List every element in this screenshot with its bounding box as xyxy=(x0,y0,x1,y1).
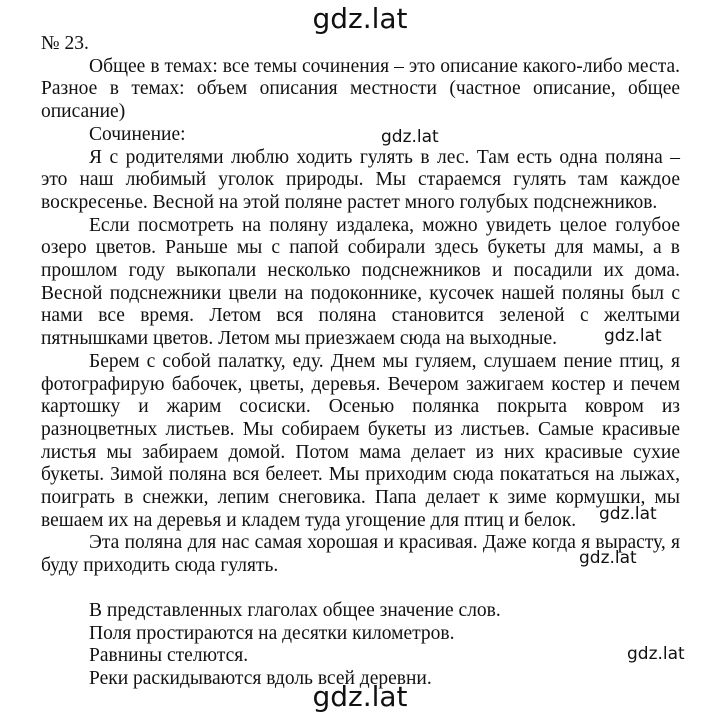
essay-paragraph-1: Я с родителями люблю ходить гулять в лес. Там есть одна поляна – это наш любимый уголок природы. Мы стараемся гулять там каждое воскресенье. Весной на этой поляне растет много голубых подснежников. xyxy=(41,146,680,213)
watermark-bottom: gdz.lat xyxy=(312,680,408,713)
paragraph-common: Общее в темах: все темы сочинения – это описание какого-либо места. Разное в темах: объем описания местности (частное описание, общее описание) xyxy=(41,55,680,123)
verbs-intro: В представленных глаголах общее значение слов. xyxy=(89,599,501,621)
essay-paragraph-2: Если посмотреть на поляну издалека, можно увидеть целое голубое озеро цветов. Раньше мы с папой собирали здесь букеты для мамы, а в прошлом году выкопали несколько подснежников и посадили их дома. Весной подснежники цвели на подоконнике, кусочек нашей поляны был с нами все время. Летом вся поляна становится зеленой с желтыми пятнышками цветов. Летом мы приезжаем сюда на выходные. xyxy=(41,214,680,350)
watermark-overlay: gdz.lat xyxy=(627,644,685,664)
document-body xyxy=(41,33,680,691)
spacer xyxy=(41,578,680,600)
watermark-top: gdz.lat xyxy=(312,2,408,35)
essay-paragraph-3: Берем с собой палатку, еду. Днем мы гуляем, слушаем пение птиц, я фотографирую бабочек, цветы, деревья. Вечером зажигаем костер и печем картошку и жарим сосиски. Осенью полянка покрыта ковром из разноцветных листьев. Мы собираем букеты из листьев. Самые красивые листья мы забираем домой. Потом мама делает из них красивые сухие букеты. Зимой поляна вся белеет. Мы приходим сюда покататься на лыжах, поиграть в снежки, лепим снеговика. Папа делает к зиме кормушки, мы вешаем их на деревья и кладем туда угощение для птиц и белок. xyxy=(41,350,680,531)
essay-paragraph-4: Эта поляна для нас самая хорошая и красивая. Даже когда я вырасту, я буду приходить сюда гулять. xyxy=(41,532,680,577)
watermark-overlay: gdz.lat xyxy=(599,504,657,524)
essay-label: Сочинение: xyxy=(89,123,186,145)
watermark-overlay: gdz.lat xyxy=(579,548,637,568)
verbs-sentence-2: Равнины стелются. xyxy=(89,645,249,667)
watermark-overlay: gdz.lat xyxy=(381,127,439,147)
verbs-sentence-3: Реки раскидываются вдоль всей деревни. xyxy=(89,667,432,689)
watermark-overlay: gdz.lat xyxy=(604,326,662,346)
task-number: № 23. xyxy=(41,33,89,54)
verbs-sentence-1: Поля простираются на десятки километров. xyxy=(89,622,455,644)
